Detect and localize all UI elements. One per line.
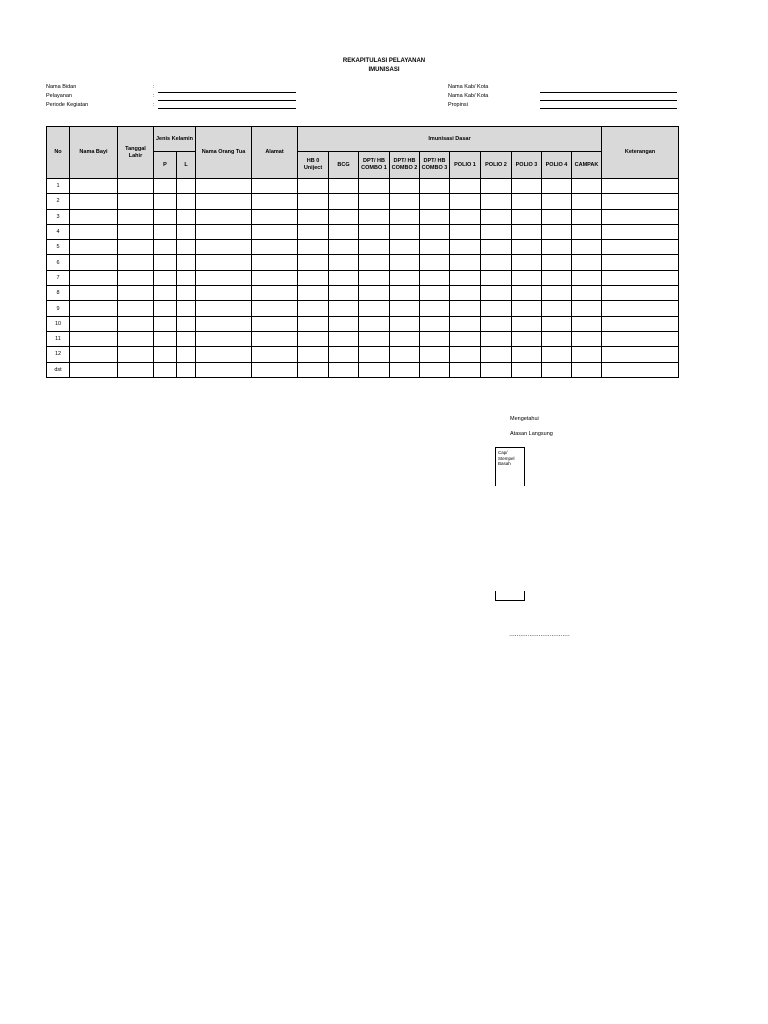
- table-cell[interactable]: [154, 347, 177, 362]
- table-cell[interactable]: [542, 316, 572, 331]
- table-cell[interactable]: [542, 240, 572, 255]
- row-number: 12: [47, 347, 70, 362]
- table-cell[interactable]: [542, 209, 572, 224]
- table-cell[interactable]: [481, 362, 512, 377]
- table-cell[interactable]: [154, 224, 177, 239]
- table-cell[interactable]: [298, 301, 329, 316]
- table-cell[interactable]: [70, 316, 118, 331]
- table-cell[interactable]: [572, 255, 602, 270]
- table-cell[interactable]: [70, 224, 118, 239]
- table-row: [47, 270, 679, 285]
- table-cell[interactable]: [359, 301, 390, 316]
- table-cell[interactable]: [298, 270, 329, 285]
- stamp-box-bottom: [495, 591, 525, 601]
- table-cell[interactable]: [390, 194, 420, 209]
- header-bcg: BCG: [329, 152, 359, 179]
- table-cell[interactable]: [70, 270, 118, 285]
- table-cell[interactable]: [542, 347, 572, 362]
- header-campak: CAMPAK: [572, 152, 602, 179]
- table-row: [47, 194, 679, 209]
- label-periode: Periode Kegiatan: [46, 102, 89, 108]
- row-number: 10: [47, 316, 70, 331]
- table-cell[interactable]: [481, 331, 512, 346]
- table-cell[interactable]: [481, 209, 512, 224]
- table-cell[interactable]: [602, 331, 679, 346]
- row-number: dst: [47, 362, 70, 377]
- table-cell[interactable]: [252, 362, 298, 377]
- table-cell[interactable]: [154, 179, 177, 194]
- table-cell[interactable]: [329, 286, 359, 301]
- table-cell[interactable]: [118, 331, 154, 346]
- table-cell[interactable]: [512, 194, 542, 209]
- table-row: [47, 179, 679, 194]
- table-cell[interactable]: [252, 331, 298, 346]
- table-cell[interactable]: [512, 270, 542, 285]
- table-cell[interactable]: [420, 347, 450, 362]
- table-cell[interactable]: [390, 240, 420, 255]
- table-cell[interactable]: [359, 255, 390, 270]
- table-cell[interactable]: [450, 194, 481, 209]
- table-cell[interactable]: [252, 301, 298, 316]
- header-hb0: HB 0 Uniject: [298, 152, 329, 179]
- table-cell[interactable]: [252, 316, 298, 331]
- table-cell[interactable]: [329, 224, 359, 239]
- stamp-box: [495, 447, 525, 486]
- table-cell[interactable]: [390, 331, 420, 346]
- table-cell[interactable]: [154, 316, 177, 331]
- table-cell[interactable]: [420, 209, 450, 224]
- table-cell[interactable]: [359, 270, 390, 285]
- header-nama-bayi: Nama Bayi: [70, 127, 118, 179]
- row-number: 11: [47, 331, 70, 346]
- table-cell[interactable]: [252, 255, 298, 270]
- table-cell[interactable]: [177, 224, 196, 239]
- table-cell[interactable]: [298, 240, 329, 255]
- table-cell[interactable]: [390, 347, 420, 362]
- header-alamat: Alamat: [252, 127, 298, 179]
- table-cell[interactable]: [481, 179, 512, 194]
- table-cell[interactable]: [602, 301, 679, 316]
- table-cell[interactable]: [177, 331, 196, 346]
- mengetahui-label: Mengetahui: [510, 416, 539, 422]
- table-row: [47, 255, 679, 270]
- header-p: P: [154, 152, 177, 179]
- table-row: [47, 362, 679, 377]
- table-cell[interactable]: [602, 362, 679, 377]
- table-cell[interactable]: [359, 347, 390, 362]
- table-cell[interactable]: [602, 209, 679, 224]
- table-cell[interactable]: [420, 255, 450, 270]
- table-cell[interactable]: [329, 316, 359, 331]
- table-cell[interactable]: [118, 240, 154, 255]
- table-cell[interactable]: [390, 209, 420, 224]
- table-cell[interactable]: [359, 194, 390, 209]
- stamp-label: Cap/ Stempel Basah: [498, 450, 515, 466]
- table-cell[interactable]: [359, 316, 390, 331]
- table-row: [47, 286, 679, 301]
- table-cell[interactable]: [390, 270, 420, 285]
- table-row: [47, 224, 679, 239]
- table-cell[interactable]: [252, 224, 298, 239]
- table-cell[interactable]: [359, 209, 390, 224]
- table-row: [47, 209, 679, 224]
- table-cell[interactable]: [359, 179, 390, 194]
- table-cell[interactable]: [359, 224, 390, 239]
- header-nama-orang-tua: Nama Orang Tua: [196, 127, 252, 179]
- table-cell[interactable]: [390, 224, 420, 239]
- table-cell[interactable]: [481, 270, 512, 285]
- table-cell[interactable]: [359, 286, 390, 301]
- immunization-table: [46, 126, 679, 378]
- header-polio4: POLIO 4: [542, 152, 572, 179]
- table-cell[interactable]: [298, 194, 329, 209]
- table-cell[interactable]: [252, 194, 298, 209]
- row-number: 4: [47, 224, 70, 239]
- row-number: 7: [47, 270, 70, 285]
- table-cell[interactable]: [177, 240, 196, 255]
- table-cell[interactable]: [450, 301, 481, 316]
- table-cell[interactable]: [572, 331, 602, 346]
- table-cell[interactable]: [602, 255, 679, 270]
- table-cell[interactable]: [252, 179, 298, 194]
- table-cell[interactable]: [329, 179, 359, 194]
- table-cell[interactable]: [512, 179, 542, 194]
- colon: :: [153, 102, 155, 108]
- header-polio3: POLIO 3: [512, 152, 542, 179]
- table-cell[interactable]: [70, 194, 118, 209]
- table-cell[interactable]: [450, 209, 481, 224]
- table-cell[interactable]: [450, 331, 481, 346]
- label-propinsi: Propinsi: [448, 102, 468, 108]
- header-l: L: [177, 152, 196, 179]
- header-jenis-kelamin: Jenis Kelamin: [154, 127, 196, 152]
- table-cell[interactable]: [602, 347, 679, 362]
- header-polio1: POLIO 1: [450, 152, 481, 179]
- table-cell[interactable]: [602, 316, 679, 331]
- table-cell[interactable]: [154, 255, 177, 270]
- table-cell[interactable]: [572, 209, 602, 224]
- header-keterangan: Keterangan: [602, 127, 679, 179]
- table-cell[interactable]: [390, 301, 420, 316]
- header-polio2: POLIO 2: [481, 152, 512, 179]
- table-cell[interactable]: [542, 194, 572, 209]
- table-cell[interactable]: [196, 240, 252, 255]
- table-cell[interactable]: [542, 362, 572, 377]
- table-cell[interactable]: [390, 316, 420, 331]
- table-cell[interactable]: [154, 301, 177, 316]
- table-cell[interactable]: [359, 240, 390, 255]
- table-cell[interactable]: [542, 331, 572, 346]
- table-cell[interactable]: [329, 347, 359, 362]
- table-cell[interactable]: [512, 331, 542, 346]
- pelayanan-field[interactable]: [158, 100, 296, 101]
- table-cell[interactable]: [572, 286, 602, 301]
- table-cell[interactable]: [572, 316, 602, 331]
- table-cell[interactable]: [118, 194, 154, 209]
- table-cell[interactable]: [298, 362, 329, 377]
- kab-kota-field[interactable]: [540, 92, 677, 93]
- table-cell[interactable]: [512, 209, 542, 224]
- table-cell[interactable]: [450, 255, 481, 270]
- table-row: [47, 301, 679, 316]
- table-cell[interactable]: [420, 240, 450, 255]
- table-cell[interactable]: [572, 240, 602, 255]
- table-cell[interactable]: [154, 362, 177, 377]
- row-number: 3: [47, 209, 70, 224]
- table-cell[interactable]: [196, 209, 252, 224]
- table-cell[interactable]: [542, 224, 572, 239]
- table-cell[interactable]: [420, 286, 450, 301]
- periode-field[interactable]: [158, 108, 296, 109]
- table-cell[interactable]: [602, 179, 679, 194]
- table-cell[interactable]: [450, 224, 481, 239]
- table-cell[interactable]: [542, 286, 572, 301]
- table-cell[interactable]: [329, 270, 359, 285]
- table-cell[interactable]: [252, 209, 298, 224]
- form-subtitle: IMUNISASI: [368, 67, 400, 73]
- header-tanggal-lahir: Tanggal Lahir: [118, 127, 154, 179]
- table-cell[interactable]: [154, 194, 177, 209]
- table-cell[interactable]: [542, 179, 572, 194]
- table-cell[interactable]: [298, 224, 329, 239]
- table-cell[interactable]: [420, 194, 450, 209]
- table-cell[interactable]: [118, 316, 154, 331]
- table-cell[interactable]: [542, 301, 572, 316]
- table-row: [47, 316, 679, 331]
- table-cell[interactable]: [196, 224, 252, 239]
- table-cell[interactable]: [196, 270, 252, 285]
- table-cell[interactable]: [252, 270, 298, 285]
- table-cell[interactable]: [572, 179, 602, 194]
- table-cell[interactable]: [602, 240, 679, 255]
- table-cell[interactable]: [154, 209, 177, 224]
- table-cell[interactable]: [481, 194, 512, 209]
- table-cell[interactable]: [512, 362, 542, 377]
- table-cell[interactable]: [390, 179, 420, 194]
- table-cell[interactable]: [481, 301, 512, 316]
- form-title: REKAPITULASI PELAYANAN: [342, 58, 426, 64]
- table-cell[interactable]: [420, 270, 450, 285]
- table-cell[interactable]: [450, 347, 481, 362]
- table-cell[interactable]: [196, 194, 252, 209]
- row-number: 2: [47, 194, 70, 209]
- table-cell[interactable]: [196, 255, 252, 270]
- table-cell[interactable]: [177, 316, 196, 331]
- table-cell[interactable]: [298, 179, 329, 194]
- table-cell[interactable]: [450, 362, 481, 377]
- table-cell[interactable]: [70, 286, 118, 301]
- table-cell[interactable]: [118, 209, 154, 224]
- label-kab-kota-2: Nama Kab/ Kota: [448, 93, 489, 99]
- table-cell[interactable]: [329, 209, 359, 224]
- table-cell[interactable]: [118, 286, 154, 301]
- table-cell[interactable]: [177, 179, 196, 194]
- table-cell[interactable]: [196, 362, 252, 377]
- table-cell[interactable]: [450, 240, 481, 255]
- table-cell[interactable]: [177, 286, 196, 301]
- table-cell[interactable]: [70, 331, 118, 346]
- table-cell[interactable]: [196, 331, 252, 346]
- table-cell[interactable]: [118, 362, 154, 377]
- row-number: 5: [47, 240, 70, 255]
- table-cell[interactable]: [70, 347, 118, 362]
- table-cell[interactable]: [572, 347, 602, 362]
- table-cell[interactable]: [572, 301, 602, 316]
- table-cell[interactable]: [298, 255, 329, 270]
- table-cell[interactable]: [252, 240, 298, 255]
- table-cell[interactable]: [70, 240, 118, 255]
- table-cell[interactable]: [450, 270, 481, 285]
- table-row: [47, 347, 679, 362]
- table-cell[interactable]: [298, 209, 329, 224]
- table-cell[interactable]: [329, 255, 359, 270]
- table-cell[interactable]: [390, 286, 420, 301]
- table-cell[interactable]: [512, 224, 542, 239]
- table-cell[interactable]: [70, 362, 118, 377]
- table-cell[interactable]: [70, 209, 118, 224]
- table-cell[interactable]: [118, 301, 154, 316]
- label-pelayanan: Pelayanan: [46, 93, 72, 99]
- table-row: [47, 331, 679, 346]
- table-cell[interactable]: [177, 362, 196, 377]
- table-cell[interactable]: [481, 347, 512, 362]
- nama-bidan-field[interactable]: [158, 92, 296, 93]
- table-cell[interactable]: [177, 194, 196, 209]
- table-cell[interactable]: [329, 362, 359, 377]
- table-cell[interactable]: [118, 270, 154, 285]
- row-number: 1: [47, 179, 70, 194]
- row-number: 9: [47, 301, 70, 316]
- table-cell[interactable]: [154, 240, 177, 255]
- table-cell[interactable]: [70, 255, 118, 270]
- table-cell[interactable]: [70, 179, 118, 194]
- header-dpt2: DPT/ HB COMBO 2: [390, 152, 420, 179]
- colon: :: [153, 93, 155, 99]
- table-cell[interactable]: [450, 179, 481, 194]
- table-cell[interactable]: [512, 347, 542, 362]
- table-cell[interactable]: [298, 286, 329, 301]
- table-cell[interactable]: [298, 331, 329, 346]
- table-cell[interactable]: [154, 331, 177, 346]
- table-cell[interactable]: [450, 286, 481, 301]
- table-cell[interactable]: [196, 301, 252, 316]
- table-cell[interactable]: [196, 179, 252, 194]
- table-cell[interactable]: [481, 255, 512, 270]
- table-cell[interactable]: [512, 301, 542, 316]
- table-cell[interactable]: [512, 286, 542, 301]
- table-cell[interactable]: [420, 224, 450, 239]
- table-cell[interactable]: [177, 255, 196, 270]
- table-cell[interactable]: [512, 255, 542, 270]
- header-dpt1: DPT/ HB COMBO 1: [359, 152, 390, 179]
- table-cell[interactable]: [572, 224, 602, 239]
- table-cell[interactable]: [177, 347, 196, 362]
- table-cell[interactable]: [329, 331, 359, 346]
- table-cell[interactable]: [70, 301, 118, 316]
- propinsi-field[interactable]: [540, 108, 677, 109]
- table-cell[interactable]: [329, 194, 359, 209]
- table-cell[interactable]: [420, 362, 450, 377]
- table-cell[interactable]: [329, 301, 359, 316]
- table-cell[interactable]: [572, 194, 602, 209]
- table-cell[interactable]: [118, 224, 154, 239]
- table-cell[interactable]: [602, 194, 679, 209]
- table-cell[interactable]: [602, 270, 679, 285]
- table-cell[interactable]: [481, 286, 512, 301]
- table-cell[interactable]: [196, 347, 252, 362]
- table-cell[interactable]: [542, 255, 572, 270]
- table-cell[interactable]: [196, 316, 252, 331]
- table-cell[interactable]: [542, 270, 572, 285]
- table-cell[interactable]: [390, 362, 420, 377]
- table-cell[interactable]: [359, 362, 390, 377]
- table-cell[interactable]: [390, 255, 420, 270]
- table-cell[interactable]: [512, 316, 542, 331]
- row-number: 6: [47, 255, 70, 270]
- table-cell[interactable]: [177, 209, 196, 224]
- kab-kota-field-2[interactable]: [540, 100, 677, 101]
- table-cell[interactable]: [118, 179, 154, 194]
- label-nama-bidan: Nama Bidan: [46, 84, 77, 90]
- table-cell[interactable]: [298, 347, 329, 362]
- table-cell[interactable]: [196, 286, 252, 301]
- table-cell[interactable]: [420, 179, 450, 194]
- table-cell[interactable]: [602, 224, 679, 239]
- table-cell[interactable]: [154, 286, 177, 301]
- table-cell[interactable]: [450, 316, 481, 331]
- table-cell[interactable]: [420, 316, 450, 331]
- table-cell[interactable]: [252, 347, 298, 362]
- signature-line: ……………………………: [509, 632, 570, 638]
- header-dpt3: DPT/ HB COMBO 3: [420, 152, 450, 179]
- table-cell[interactable]: [252, 286, 298, 301]
- table-cell[interactable]: [512, 240, 542, 255]
- header-imunisasi-dasar: Imunisasi Dasar: [298, 127, 602, 152]
- table-cell[interactable]: [481, 316, 512, 331]
- table-cell[interactable]: [329, 240, 359, 255]
- table-cell[interactable]: [118, 255, 154, 270]
- table-cell[interactable]: [420, 301, 450, 316]
- colon: :: [153, 84, 155, 90]
- table-row: [47, 240, 679, 255]
- table-cell[interactable]: [154, 270, 177, 285]
- table-cell[interactable]: [177, 270, 196, 285]
- table-cell[interactable]: [572, 270, 602, 285]
- label-kab-kota: Nama Kab/ Kota: [448, 84, 489, 90]
- table-cell[interactable]: [420, 331, 450, 346]
- table-cell[interactable]: [177, 301, 196, 316]
- header-no: No: [47, 127, 70, 179]
- table-cell[interactable]: [481, 224, 512, 239]
- table-cell[interactable]: [298, 316, 329, 331]
- table-cell[interactable]: [118, 347, 154, 362]
- table-cell[interactable]: [481, 240, 512, 255]
- row-number: 8: [47, 286, 70, 301]
- table-cell[interactable]: [602, 286, 679, 301]
- table-cell[interactable]: [359, 331, 390, 346]
- atasan-label: Atasan Langsung: [510, 431, 553, 437]
- table-cell[interactable]: [572, 362, 602, 377]
